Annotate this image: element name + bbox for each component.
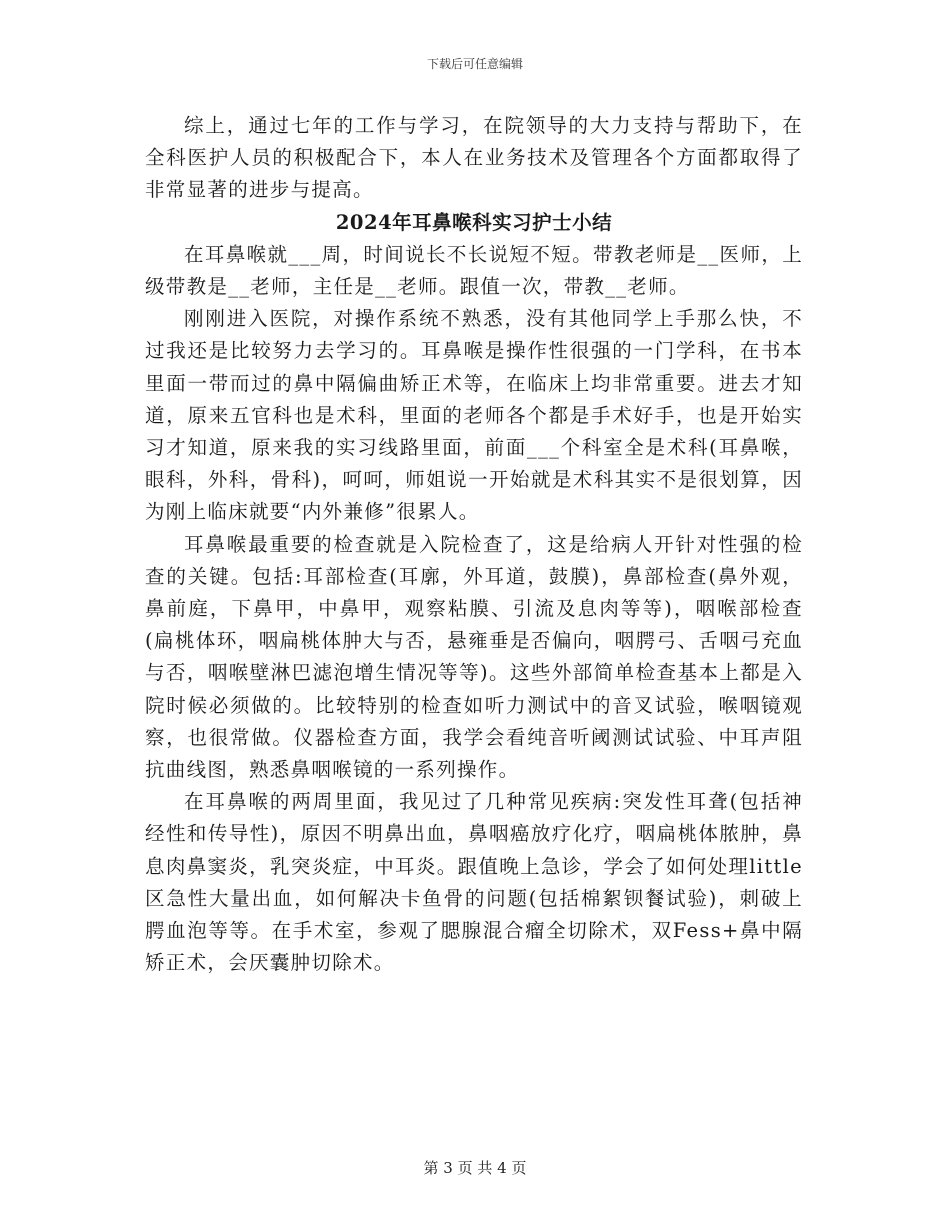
paragraph-diseases: 在耳鼻喉的两周里面，我见过了几种常见疾病:突发性耳聋(包括神经性和传导性)，原因不明鼻出血，鼻咽癌放疗化疗，咽扁桃体脓肿，鼻息肉鼻窦炎，乳突炎症，中耳炎。跟值晚上急诊，学会了如何处理little区急性大量出血，如何解决卡鱼骨的问题(包括棉絮钡餐试验)，刺破上腭血泡等等。在手术室，参观了腮腺混合瘤全切除术，双Fess+鼻中隔矫正术，会厌囊肿切除术。 [145,790,803,975]
document-body [145,110,803,979]
section-title: 2024年耳鼻喉科实习护士小结 [335,210,613,234]
page-header-note: 下载后可任意编辑 [426,57,523,71]
page-number: 第 3 页 共 4 页 [423,1159,527,1177]
paragraph-examinations: 耳鼻喉最重要的检查就是入院检查了，这是给病人开针对性强的检查的关键。包括:耳部检查(耳廓，外耳道，鼓膜)，鼻部检查(鼻外观，鼻前庭，下鼻甲，中鼻甲，观察粘膜、引流及息肉等等)，咽喉部检查(扁桃体环，咽扁桃体肿大与否，悬雍垂是否偏向，咽腭弓、舌咽弓充血与否，咽喉壁淋巴滤泡增生情况等等)。这些外部简单检查基本上都是入院时候必须做的。比较特别的检查如听力测试中的音叉试验，喉咽镜观察，也很常做。仪器检查方面，我学会看纯音听阈测试试验、中耳声阻抗曲线图，熟悉鼻咽喉镜的一系列操作。 [145,532,803,782]
paragraph-intro: 在耳鼻喉就___周，时间说长不长说短不短。带教老师是__医师，上级带教是__老师，主任是__老师。跟值一次，带教__老师。 [145,242,803,299]
paragraph-first-impressions: 刚刚进入医院，对操作系统不熟悉，没有其他同学上手那么快，不过我还是比较努力去学习的。耳鼻喉是操作性很强的一门学科，在书本里面一带而过的鼻中隔偏曲矫正术等，在临床上均非常重要。进去才知道，原来五官科也是术科，里面的老师各个都是手术好手，也是开始实习才知道，原来我的实习线路里面，前面___个科室全是术科(耳鼻喉，眼科，外科，骨科)，呵呵，师姐说一开始就是术科其实不是很划算，因为刚上临床就要“内外兼修”很累人。 [145,307,803,524]
paragraph-summary: 综上，通过七年的工作与学习，在院领导的大力支持与帮助下，在全科医护人员的积极配合下，本人在业务技术及管理各个方面都取得了非常显著的进步与提高。 [145,114,803,202]
